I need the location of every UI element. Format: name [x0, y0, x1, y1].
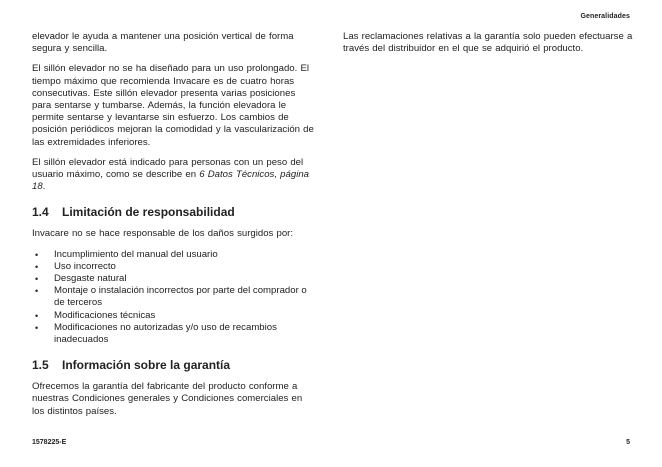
right-column — [343, 31, 633, 63]
list-item — [32, 249, 317, 261]
heading-liability-number: 1.4 — [32, 205, 49, 220]
list-item-text: Desgaste natural — [54, 273, 127, 285]
left-column — [32, 31, 317, 426]
heading-liability — [32, 205, 317, 219]
paragraph-lift-intro: elevador le ayuda a mantener una posición vertical de forma segura y sencilla. — [32, 31, 294, 55]
bullet-icon: • — [35, 249, 39, 260]
liability-list — [32, 249, 317, 347]
heading-warranty — [32, 358, 317, 372]
list-item — [32, 322, 317, 346]
heading-liability-title: Limitación de responsabilidad — [62, 205, 235, 220]
bullet-icon: • — [35, 322, 39, 333]
heading-warranty-title: Información sobre la garantía — [62, 358, 231, 373]
list-item-text: Incumplimiento del manual del usuario — [54, 248, 218, 260]
max-weight-text: El sillón elevador está indicado para personas con un peso del usuario máximo, como se describe en — [32, 156, 304, 181]
list-item — [32, 310, 317, 322]
max-weight-end: . — [42, 181, 46, 193]
bullet-icon: • — [35, 274, 39, 285]
header-section-title: Generalidades — [580, 13, 630, 20]
paragraph-max-weight — [32, 157, 317, 194]
heading-warranty-number: 1.5 — [32, 358, 49, 373]
bullet-icon: • — [35, 286, 39, 297]
list-item — [32, 273, 317, 285]
list-item-text: Montaje o instalación incorrectos por parte del comprador o de terceros — [54, 285, 307, 309]
list-item-text: Modificaciones no autorizadas y/o uso de recambios inadecuados — [54, 321, 277, 346]
paragraph-warranty-claims: Las reclamaciones relativas a la garantía solo pueden efectuarse a través del distribuidor en el que se adquirió el producto. — [343, 31, 633, 55]
warranty-text: Ofrecemos la garantía del fabricante del producto conforme a nuestras Condiciones generales y Condiciones comerciales en los distintos países. — [32, 381, 303, 417]
list-item-text: Modificaciones técnicas — [54, 309, 156, 321]
footer-page-number: 5 — [626, 439, 630, 446]
technical-data-reference: 6 Datos Técnicos, página 18 — [32, 169, 309, 193]
list-item — [32, 285, 317, 309]
bullet-icon: • — [35, 261, 39, 272]
footer-doc-number: 1578225-E — [32, 439, 67, 446]
liability-intro: Invacare no se hace responsable de los daños surgidos por: — [32, 228, 294, 240]
bullet-icon: • — [35, 310, 39, 321]
paragraph-usage: El sillón elevador no se ha diseñado para un uso prolongado. El tiempo máximo que recomienda Invacare es de cuatro horas consecutivas. Este sillón elevador presenta varias posiciones para sentarse y tumbarse. Además, la función elevadora le permite sentarse y levantarse sin esfuerzo. Los cambios de posición periódicos mejoran la comodidad y la vascularización de las extremidades inferiores. — [32, 63, 314, 148]
list-item-text: Uso incorrecto — [54, 260, 116, 272]
list-item — [32, 261, 317, 273]
